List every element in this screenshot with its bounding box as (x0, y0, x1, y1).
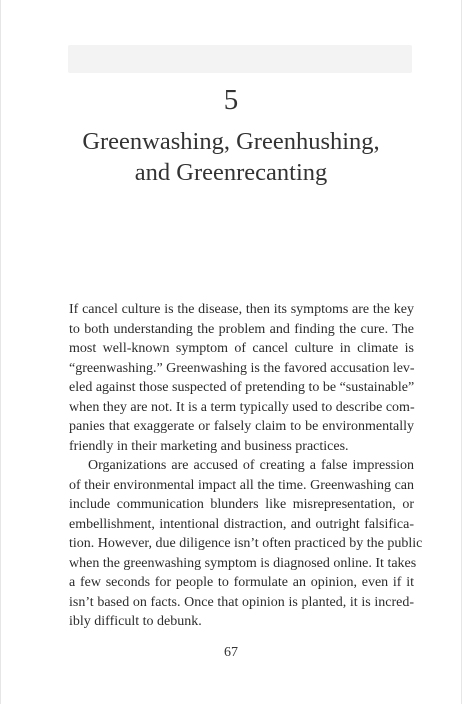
text-line: of their environmental impact all the time. Greenwashing can (69, 477, 414, 493)
text-line: friendly in their marketing and business practices. (69, 438, 349, 454)
text-line: panies that exaggerate or falsely claim to be environmentally (69, 419, 414, 434)
text-line: Organizations are accused of creating a false impression (88, 458, 414, 473)
chapter-number: 5 (223, 84, 239, 116)
text-line: If cancel culture is the disease, then its symptoms are the key (69, 302, 414, 317)
body-text (69, 300, 423, 632)
text-line: when they are not. It is a term typically used to describe com- (69, 399, 415, 415)
text-line: isn’t based on facts. Once that opinion is planted, it is incred- (69, 594, 414, 610)
chapter-title (41, 126, 421, 188)
text-line: most well-known symptom of cancel culture in climate is (69, 341, 414, 356)
text-line: “greenwashing.” Greenwashing is the favored accusation lev- (69, 360, 415, 376)
chapter-title-line: and Greenrecanting (134, 159, 328, 186)
paragraph (69, 300, 414, 456)
text-line: ibly difficult to debunk. (69, 614, 202, 629)
page-number: 67 (224, 645, 238, 660)
text-line: when the greenwashing symptom is diagnosed online. It takes (69, 555, 417, 571)
text-line: eled against those suspected of pretending to be “sustainable” (69, 380, 415, 395)
paragraph (69, 456, 423, 632)
text-line: include communication blunders like misrepresentation, or (69, 497, 414, 512)
text-line: embellishment, intentional distraction, and outright falsifica- (69, 516, 414, 532)
chapter-title-line: Greenwashing, Greenhushing, (82, 128, 380, 155)
text-line: tion. However, due diligence isn’t often practiced by the public (69, 536, 423, 551)
header-band (68, 45, 412, 73)
text-line: a few seconds for people to formulate an opinion, even if it (69, 575, 414, 590)
text-line: to both understanding the problem and finding the cure. The (69, 321, 414, 337)
